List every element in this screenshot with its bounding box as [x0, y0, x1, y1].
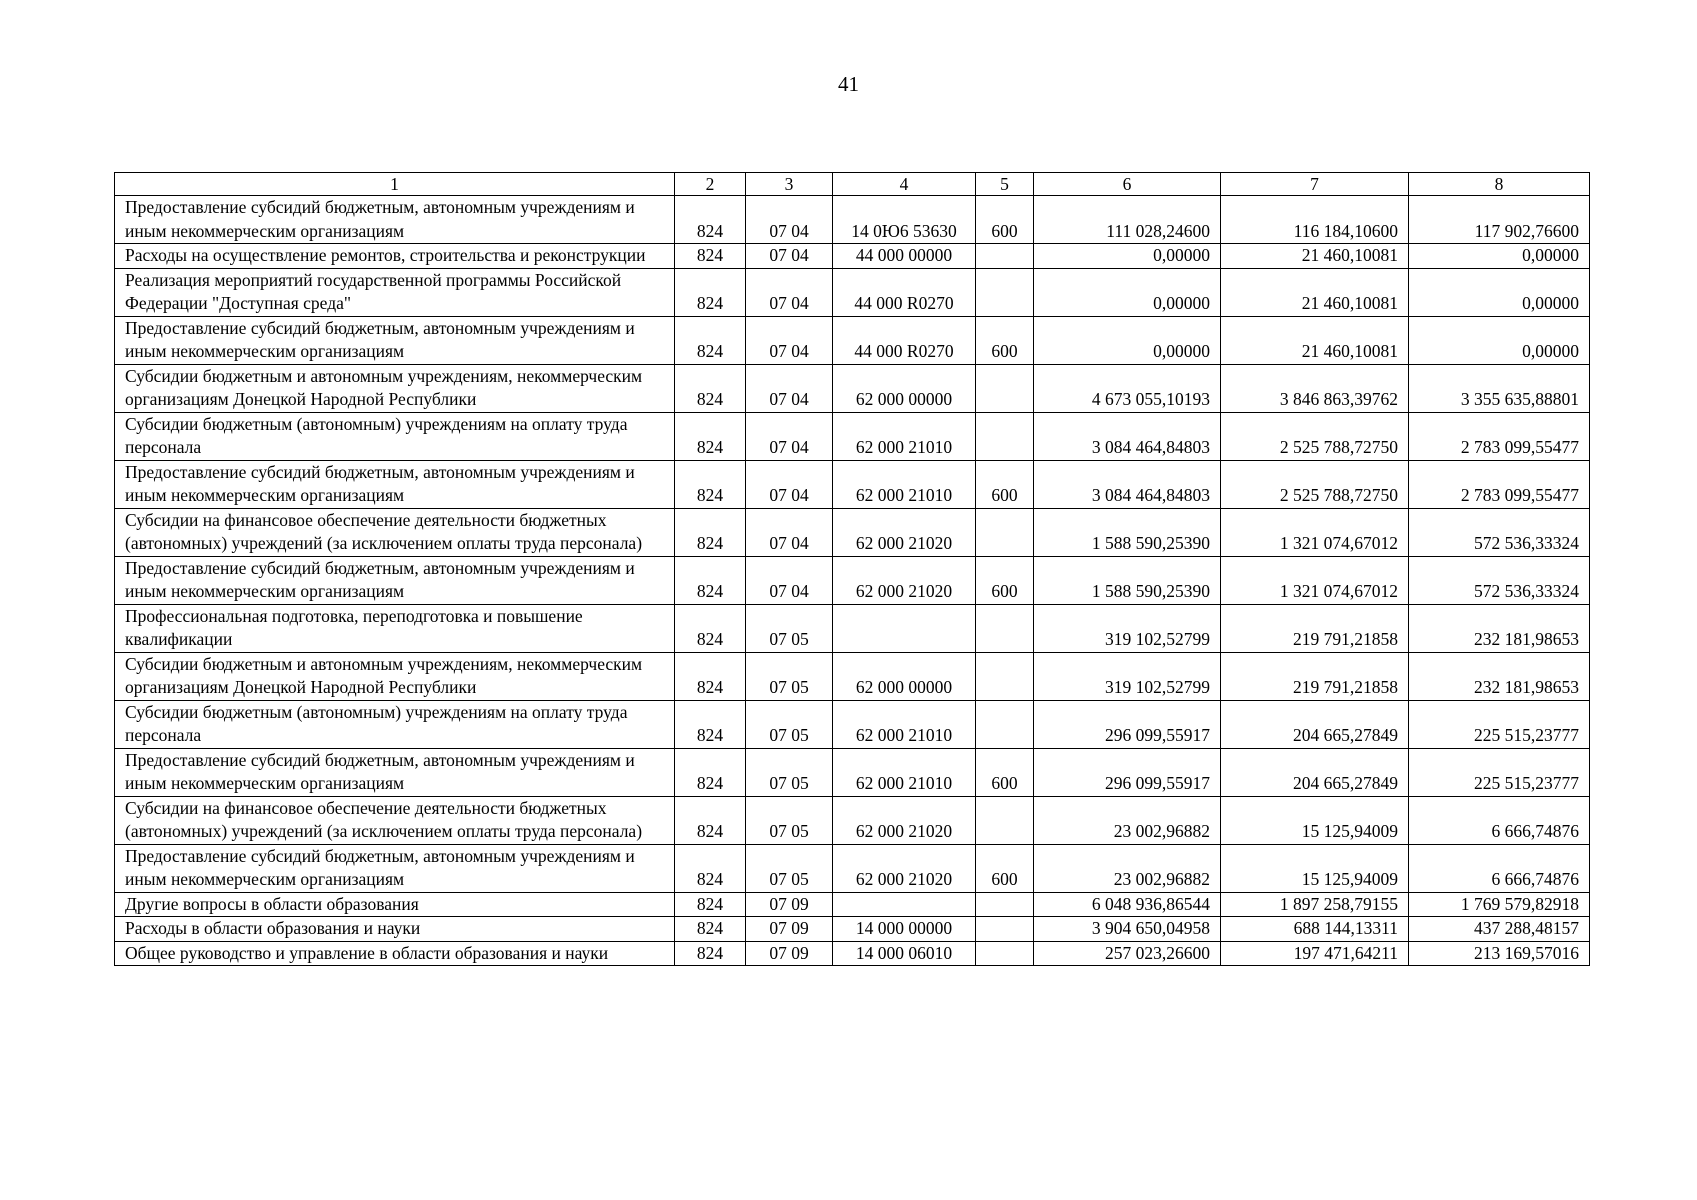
table-row	[115, 892, 1590, 917]
row-name: Субсидии бюджетным и автономным учреждениям, некоммерческим организациям Донецкой Народной Республики	[115, 364, 675, 412]
row-amount-col-6: 1 588 590,25390	[1034, 508, 1221, 556]
row-amount-col-7: 1 321 074,67012	[1221, 508, 1409, 556]
row-amount-col-7: 21 460,10081	[1221, 244, 1409, 269]
row-expense-type: 600	[976, 844, 1034, 892]
budget-table	[114, 172, 1590, 966]
row-amount-col-6: 4 673 055,10193	[1034, 364, 1221, 412]
row-amount-col-6: 6 048 936,86544	[1034, 892, 1221, 917]
row-amount-col-6: 3 084 464,84803	[1034, 412, 1221, 460]
row-ministry-code: 824	[675, 748, 746, 796]
row-expense-type: 600	[976, 748, 1034, 796]
table-row	[115, 196, 1590, 244]
row-ministry-code: 824	[675, 917, 746, 942]
row-amount-col-8: 0,00000	[1409, 316, 1590, 364]
row-amount-col-6: 0,00000	[1034, 316, 1221, 364]
table-row	[115, 508, 1590, 556]
row-ministry-code: 824	[675, 268, 746, 316]
row-target-code: 62 000 21020	[833, 556, 976, 604]
header-col-8: 8	[1409, 173, 1590, 196]
row-amount-col-8: 6 666,74876	[1409, 796, 1590, 844]
row-amount-col-7: 197 471,64211	[1221, 941, 1409, 966]
row-name: Субсидии бюджетным (автономным) учреждениям на оплату труда персонала	[115, 700, 675, 748]
row-name: Предоставление субсидий бюджетным, автономным учреждениям и иным некоммерческим организациям	[115, 748, 675, 796]
row-amount-col-7: 204 665,27849	[1221, 748, 1409, 796]
row-amount-col-6: 296 099,55917	[1034, 748, 1221, 796]
table-header-row	[115, 173, 1590, 196]
row-amount-col-6: 1 588 590,25390	[1034, 556, 1221, 604]
header-col-7: 7	[1221, 173, 1409, 196]
row-ministry-code: 824	[675, 364, 746, 412]
row-expense-type	[976, 604, 1034, 652]
row-amount-col-7: 219 791,21858	[1221, 604, 1409, 652]
row-section-code: 07 04	[746, 364, 833, 412]
table-row	[115, 268, 1590, 316]
table-row	[115, 796, 1590, 844]
row-amount-col-6: 3 904 650,04958	[1034, 917, 1221, 942]
row-ministry-code: 824	[675, 556, 746, 604]
row-section-code: 07 04	[746, 460, 833, 508]
row-name: Предоставление субсидий бюджетным, автономным учреждениям и иным некоммерческим организациям	[115, 556, 675, 604]
row-amount-col-7: 688 144,13311	[1221, 917, 1409, 942]
row-ministry-code: 824	[675, 460, 746, 508]
row-expense-type	[976, 508, 1034, 556]
header-col-4: 4	[833, 173, 976, 196]
table-row	[115, 844, 1590, 892]
row-section-code: 07 09	[746, 917, 833, 942]
row-expense-type	[976, 412, 1034, 460]
row-target-code: 62 000 21020	[833, 508, 976, 556]
row-target-code	[833, 604, 976, 652]
row-section-code: 07 04	[746, 244, 833, 269]
row-expense-type	[976, 244, 1034, 269]
row-target-code: 44 000 00000	[833, 244, 976, 269]
row-name: Субсидии бюджетным и автономным учреждениям, некоммерческим организациям Донецкой Народной Республики	[115, 652, 675, 700]
row-section-code: 07 09	[746, 892, 833, 917]
row-amount-col-7: 2 525 788,72750	[1221, 460, 1409, 508]
row-section-code: 07 05	[746, 700, 833, 748]
row-section-code: 07 04	[746, 556, 833, 604]
row-section-code: 07 04	[746, 508, 833, 556]
row-amount-col-8: 6 666,74876	[1409, 844, 1590, 892]
row-ministry-code: 824	[675, 700, 746, 748]
table-row	[115, 748, 1590, 796]
table-row	[115, 700, 1590, 748]
header-col-2: 2	[675, 173, 746, 196]
row-amount-col-7: 204 665,27849	[1221, 700, 1409, 748]
row-expense-type	[976, 892, 1034, 917]
row-amount-col-8: 2 783 099,55477	[1409, 412, 1590, 460]
row-amount-col-7: 1 897 258,79155	[1221, 892, 1409, 917]
row-section-code: 07 09	[746, 941, 833, 966]
row-amount-col-6: 0,00000	[1034, 244, 1221, 269]
row-expense-type	[976, 700, 1034, 748]
row-ministry-code: 824	[675, 892, 746, 917]
row-target-code: 14 000 00000	[833, 917, 976, 942]
table-row	[115, 364, 1590, 412]
row-name: Субсидии бюджетным (автономным) учреждениям на оплату труда персонала	[115, 412, 675, 460]
table-row	[115, 412, 1590, 460]
row-target-code: 62 000 21020	[833, 796, 976, 844]
page-number: 41	[838, 72, 859, 96]
row-ministry-code: 824	[675, 244, 746, 269]
row-amount-col-8: 117 902,76600	[1409, 196, 1590, 244]
row-name: Субсидии на финансовое обеспечение деятельности бюджетных (автономных) учреждений (за исключением оплаты труда персонала)	[115, 796, 675, 844]
row-ministry-code: 824	[675, 508, 746, 556]
table-row	[115, 460, 1590, 508]
row-name: Предоставление субсидий бюджетным, автономным учреждениям и иным некоммерческим организациям	[115, 844, 675, 892]
row-ministry-code: 824	[675, 316, 746, 364]
row-expense-type	[976, 268, 1034, 316]
row-name: Общее руководство и управление в области образования и науки	[115, 941, 675, 966]
row-name: Расходы на осуществление ремонтов, строительства и реконструкции	[115, 244, 675, 269]
header-col-3: 3	[746, 173, 833, 196]
row-section-code: 07 05	[746, 652, 833, 700]
row-amount-col-8: 2 783 099,55477	[1409, 460, 1590, 508]
row-amount-col-7: 1 321 074,67012	[1221, 556, 1409, 604]
row-amount-col-7: 116 184,10600	[1221, 196, 1409, 244]
row-amount-col-8: 225 515,23777	[1409, 700, 1590, 748]
table-row	[115, 316, 1590, 364]
row-name: Предоставление субсидий бюджетным, автономным учреждениям и иным некоммерческим организациям	[115, 316, 675, 364]
row-ministry-code: 824	[675, 604, 746, 652]
row-target-code: 62 000 21010	[833, 700, 976, 748]
row-name: Субсидии на финансовое обеспечение деятельности бюджетных (автономных) учреждений (за исключением оплаты труда персонала)	[115, 508, 675, 556]
row-amount-col-8: 232 181,98653	[1409, 652, 1590, 700]
row-section-code: 07 05	[746, 604, 833, 652]
row-expense-type	[976, 917, 1034, 942]
row-name: Предоставление субсидий бюджетным, автономным учреждениям и иным некоммерческим организациям	[115, 196, 675, 244]
row-name: Расходы в области образования и науки	[115, 917, 675, 942]
row-amount-col-7: 15 125,94009	[1221, 796, 1409, 844]
row-amount-col-8: 213 169,57016	[1409, 941, 1590, 966]
row-amount-col-6: 0,00000	[1034, 268, 1221, 316]
row-section-code: 07 05	[746, 796, 833, 844]
row-ministry-code: 824	[675, 941, 746, 966]
row-amount-col-7: 15 125,94009	[1221, 844, 1409, 892]
row-target-code: 14 000 06010	[833, 941, 976, 966]
row-amount-col-6: 3 084 464,84803	[1034, 460, 1221, 508]
row-target-code: 62 000 00000	[833, 652, 976, 700]
row-amount-col-7: 219 791,21858	[1221, 652, 1409, 700]
table-row	[115, 941, 1590, 966]
row-amount-col-8: 225 515,23777	[1409, 748, 1590, 796]
row-target-code: 62 000 21020	[833, 844, 976, 892]
header-col-5: 5	[976, 173, 1034, 196]
row-target-code: 44 000 R0270	[833, 316, 976, 364]
row-amount-col-8: 0,00000	[1409, 268, 1590, 316]
header-col-6: 6	[1034, 173, 1221, 196]
table-body	[115, 173, 1590, 966]
row-amount-col-6: 111 028,24600	[1034, 196, 1221, 244]
table-row	[115, 652, 1590, 700]
row-amount-col-8: 1 769 579,82918	[1409, 892, 1590, 917]
row-section-code: 07 04	[746, 316, 833, 364]
row-amount-col-7: 3 846 863,39762	[1221, 364, 1409, 412]
row-amount-col-6: 319 102,52799	[1034, 604, 1221, 652]
row-target-code: 62 000 21010	[833, 460, 976, 508]
table-row	[115, 244, 1590, 269]
row-name: Предоставление субсидий бюджетным, автономным учреждениям и иным некоммерческим организациям	[115, 460, 675, 508]
row-amount-col-6: 23 002,96882	[1034, 844, 1221, 892]
row-amount-col-6: 296 099,55917	[1034, 700, 1221, 748]
row-ministry-code: 824	[675, 652, 746, 700]
row-expense-type: 600	[976, 316, 1034, 364]
row-amount-col-7: 21 460,10081	[1221, 316, 1409, 364]
row-amount-col-6: 23 002,96882	[1034, 796, 1221, 844]
row-ministry-code: 824	[675, 196, 746, 244]
row-amount-col-8: 572 536,33324	[1409, 508, 1590, 556]
row-expense-type	[976, 796, 1034, 844]
row-expense-type	[976, 652, 1034, 700]
row-target-code: 62 000 00000	[833, 364, 976, 412]
row-expense-type	[976, 941, 1034, 966]
row-section-code: 07 04	[746, 268, 833, 316]
row-expense-type: 600	[976, 556, 1034, 604]
row-name: Реализация мероприятий государственной программы Российской Федерации "Доступная среда"	[115, 268, 675, 316]
row-amount-col-8: 3 355 635,88801	[1409, 364, 1590, 412]
row-amount-col-8: 232 181,98653	[1409, 604, 1590, 652]
row-amount-col-8: 0,00000	[1409, 244, 1590, 269]
row-name: Другие вопросы в области образования	[115, 892, 675, 917]
row-ministry-code: 824	[675, 844, 746, 892]
row-amount-col-7: 2 525 788,72750	[1221, 412, 1409, 460]
row-ministry-code: 824	[675, 412, 746, 460]
table-row	[115, 604, 1590, 652]
row-expense-type	[976, 364, 1034, 412]
row-ministry-code: 824	[675, 796, 746, 844]
row-amount-col-7: 21 460,10081	[1221, 268, 1409, 316]
row-section-code: 07 05	[746, 844, 833, 892]
row-name: Профессиональная подготовка, переподготовка и повышение квалификации	[115, 604, 675, 652]
row-target-code: 62 000 21010	[833, 412, 976, 460]
row-expense-type: 600	[976, 460, 1034, 508]
row-amount-col-8: 437 288,48157	[1409, 917, 1590, 942]
row-amount-col-6: 257 023,26600	[1034, 941, 1221, 966]
table-row	[115, 556, 1590, 604]
row-target-code: 44 000 R0270	[833, 268, 976, 316]
row-target-code	[833, 892, 976, 917]
row-section-code: 07 05	[746, 748, 833, 796]
table-row	[115, 917, 1590, 942]
row-amount-col-8: 572 536,33324	[1409, 556, 1590, 604]
row-target-code: 62 000 21010	[833, 748, 976, 796]
row-section-code: 07 04	[746, 412, 833, 460]
row-target-code: 14 0Ю6 53630	[833, 196, 976, 244]
row-section-code: 07 04	[746, 196, 833, 244]
row-amount-col-6: 319 102,52799	[1034, 652, 1221, 700]
row-expense-type: 600	[976, 196, 1034, 244]
header-col-1: 1	[115, 173, 675, 196]
